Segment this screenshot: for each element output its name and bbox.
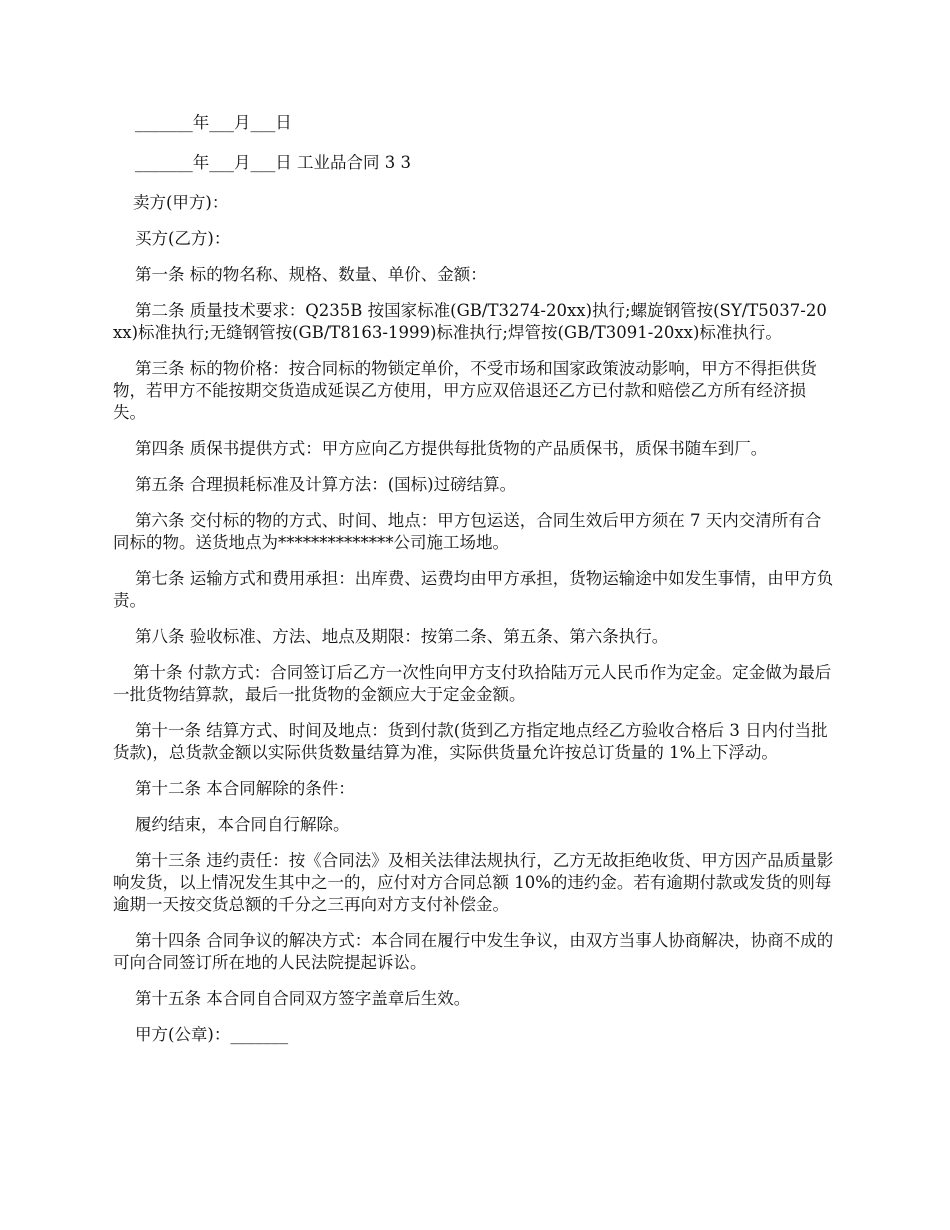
buyer-line: 买方(乙方)： <box>135 229 231 248</box>
clause-14: 第十四条 合同争议的解决方式：本合同在履行中发生争议，由双方当事人协商解决，协商不成的可向合同签订所在地的人民法院提起诉讼。 <box>113 931 834 972</box>
clause-3: 第三条 标的物价格：按合同标的物锁定单价，不受市场和国家政策波动影响，甲方不得拒供货物，若甲方不能按期交货造成延误乙方使用，甲方应双倍退还乙方已付款和赔偿乙方所有经济损失。 <box>113 359 817 422</box>
clause-2: 第二条 质量技术要求：Q235B 按国家标准(GB/T3274-20xx)执行;螺旋钢管按(SY/T5037-20xx)标准执行;无缝钢管按(GB/T8163-1999)标准执行;焊管按(GB/T3091-20xx)标准执行。 <box>113 301 827 342</box>
date-line-2: _______年___月___日 工业品合同 3 3 <box>135 153 411 172</box>
party-a-seal-line: 甲方(公章)：_______ <box>135 1025 289 1044</box>
clause-13: 第十三条 违约责任：按《合同法》及相关法律法规执行，乙方无故拒绝收货、甲方因产品质量影响发货，以上情况发生其中之一的，应付对方合同总额 10%的违约金。若有逾期付款或发货的则每逾期一天按交货总额的千分之三再向对方支付补偿金。 <box>113 851 834 914</box>
clause-6: 第六条 交付标的物的方式、时间、地点：甲方包运送，合同生效后甲方须在 7 天内交清所有合同标的物。送货地点为**************公司施工场地。 <box>113 511 822 552</box>
seller-line: 卖方(甲方)： <box>133 193 229 212</box>
clause-8: 第八条 验收标准、方法、地点及期限：按第二条、第五条、第六条执行。 <box>135 627 669 646</box>
document-body <box>113 112 835 1060</box>
clause-4: 第四条 质保书提供方式：甲方应向乙方提供每批货物的产品质保书，质保书随车到厂。 <box>135 439 768 458</box>
clause-11: 第十一条 结算方式、时间及地点：货到付款(货到乙方指定地点经乙方验收合格后 3 日内付当批货款)，总货款金额以实际供货数量结算为准，实际供货量允许按总订货量的 1%上下浮动。 <box>113 721 828 762</box>
clause-1: 第一条 标的物名称、规格、数量、单价、金额： <box>135 265 487 284</box>
date-line-1: _______年___月___日 <box>135 113 292 132</box>
clause-15: 第十五条 本合同自合同双方签字盖章后生效。 <box>135 989 471 1008</box>
clause-12-detail: 履约结束，本合同自行解除。 <box>135 815 350 834</box>
clause-12: 第十二条 本合同解除的条件： <box>135 779 355 798</box>
clause-7: 第七条 运输方式和费用承担：出库费、运费均由甲方承担，货物运输途中如发生事情，由甲方负责。 <box>113 569 834 610</box>
clause-10: 第十条 付款方式：合同签订后乙方一次性向甲方支付玖拾陆万元人民币作为定金。定金做为最后一批货物结算款，最后一批货物的金额应大于定金金额。 <box>113 663 832 704</box>
clause-5: 第五条 合理损耗标准及计算方法：(国标)过磅结算。 <box>135 475 517 494</box>
